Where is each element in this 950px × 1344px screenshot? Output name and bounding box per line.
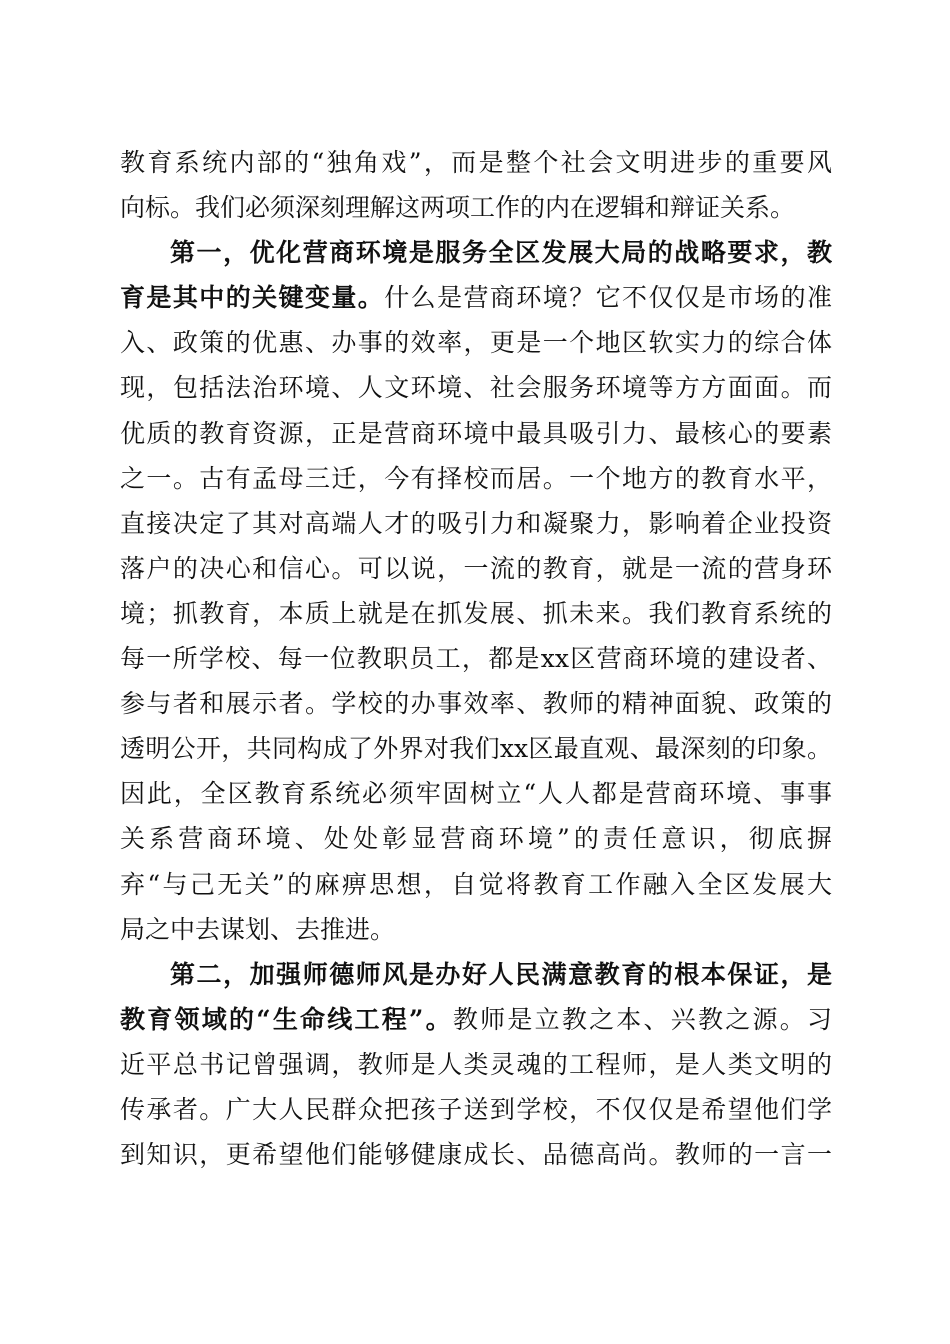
- text-run: 参与者和展示者。学校的办事效率、教师的精神面貌、政策的: [120, 689, 832, 719]
- text-run: 到知识，更希望他们能够健康成长、品德高尚。教师的一言一: [120, 1140, 832, 1170]
- bold-text-run: 第二，加强师德师风是办好人民满意教育的根本保证，是: [170, 959, 832, 989]
- text-line: [120, 365, 832, 410]
- text-line: [120, 591, 832, 636]
- text-line: [120, 1042, 832, 1087]
- document-body: [120, 140, 832, 1177]
- text-run: 局之中去谋划、去推进。: [120, 914, 396, 944]
- text-line: [120, 1132, 832, 1177]
- text-line: [120, 1087, 832, 1132]
- text-line: [120, 862, 832, 907]
- text-run: 之一。古有孟母三迁，今有择校而居。一个地方的教育水平，: [120, 463, 832, 493]
- text-run: 入、政策的优惠、办事的效率，更是一个地区软实力的综合体: [120, 328, 832, 358]
- text-run: 直接决定了其对高端人才的吸引力和凝聚力，影响着企业投资: [120, 508, 832, 538]
- bold-text-run: 教育领域的“生命线工程”。: [120, 1004, 453, 1034]
- text-run: 现，包括法治环境、人文环境、社会服务环境等方方面面。而: [120, 373, 832, 403]
- text-run: 向标。我们必须深刻理解这两项工作的内在逻辑和辩证关系。: [120, 193, 796, 223]
- text-line: [120, 952, 832, 997]
- text-line: [120, 771, 832, 816]
- text-run: 每一所学校、每一位教职员工，都是xx区营商环境的建设者、: [120, 644, 832, 674]
- text-line: [120, 320, 832, 365]
- text-run: 落户的决心和信心。可以说，一流的教育，就是一流的营身环: [120, 553, 832, 583]
- text-line: [120, 681, 832, 726]
- text-line: [120, 546, 832, 591]
- text-line: [120, 636, 832, 681]
- text-line: [120, 275, 832, 320]
- text-line: [120, 140, 832, 185]
- text-run: 境；抓教育，本质上就是在抓发展、抓未来。我们教育系统的: [120, 598, 832, 628]
- text-run: 什么是营商环境？它不仅仅是市场的准: [384, 283, 832, 313]
- text-run: 传承者。广大人民群众把孩子送到学校，不仅仅是希望他们学: [120, 1094, 832, 1124]
- bold-text-run: 育是其中的关键变量。: [120, 283, 385, 313]
- text-run: 弃“与己无关”的麻痹思想，自觉将教育工作融入全区发展大: [120, 869, 832, 899]
- text-line: [120, 726, 832, 771]
- text-line: [120, 816, 832, 861]
- text-line: [120, 456, 832, 501]
- text-line: [120, 230, 832, 275]
- text-run: 优质的教育资源，正是营商环境中最具吸引力、最核心的要素: [120, 418, 832, 448]
- text-line: [120, 411, 832, 456]
- text-run: 关系营商环境、处处彰显营商环境”的责任意识，彻底摒: [120, 824, 832, 854]
- bold-text-run: 第一，优化营商环境是服务全区发展大局的战略要求，教: [170, 238, 832, 268]
- text-line: [120, 997, 832, 1042]
- text-run: 教育系统内部的“独角戏”，而是整个社会文明进步的重要风: [120, 148, 832, 177]
- text-run: 近平总书记曾强调，教师是人类灵魂的工程师，是人类文明的: [120, 1049, 832, 1079]
- text-run: 教师是立教之本、兴教之源。习: [452, 1004, 832, 1034]
- text-run: 透明公开，共同构成了外界对我们xx区最直观、最深刻的印象。: [120, 734, 832, 764]
- text-line: [120, 501, 832, 546]
- text-line: [120, 907, 832, 952]
- text-line: [120, 185, 832, 230]
- text-run: 因此，全区教育系统必须牢固树立“人人都是营商环境、事事: [120, 779, 832, 809]
